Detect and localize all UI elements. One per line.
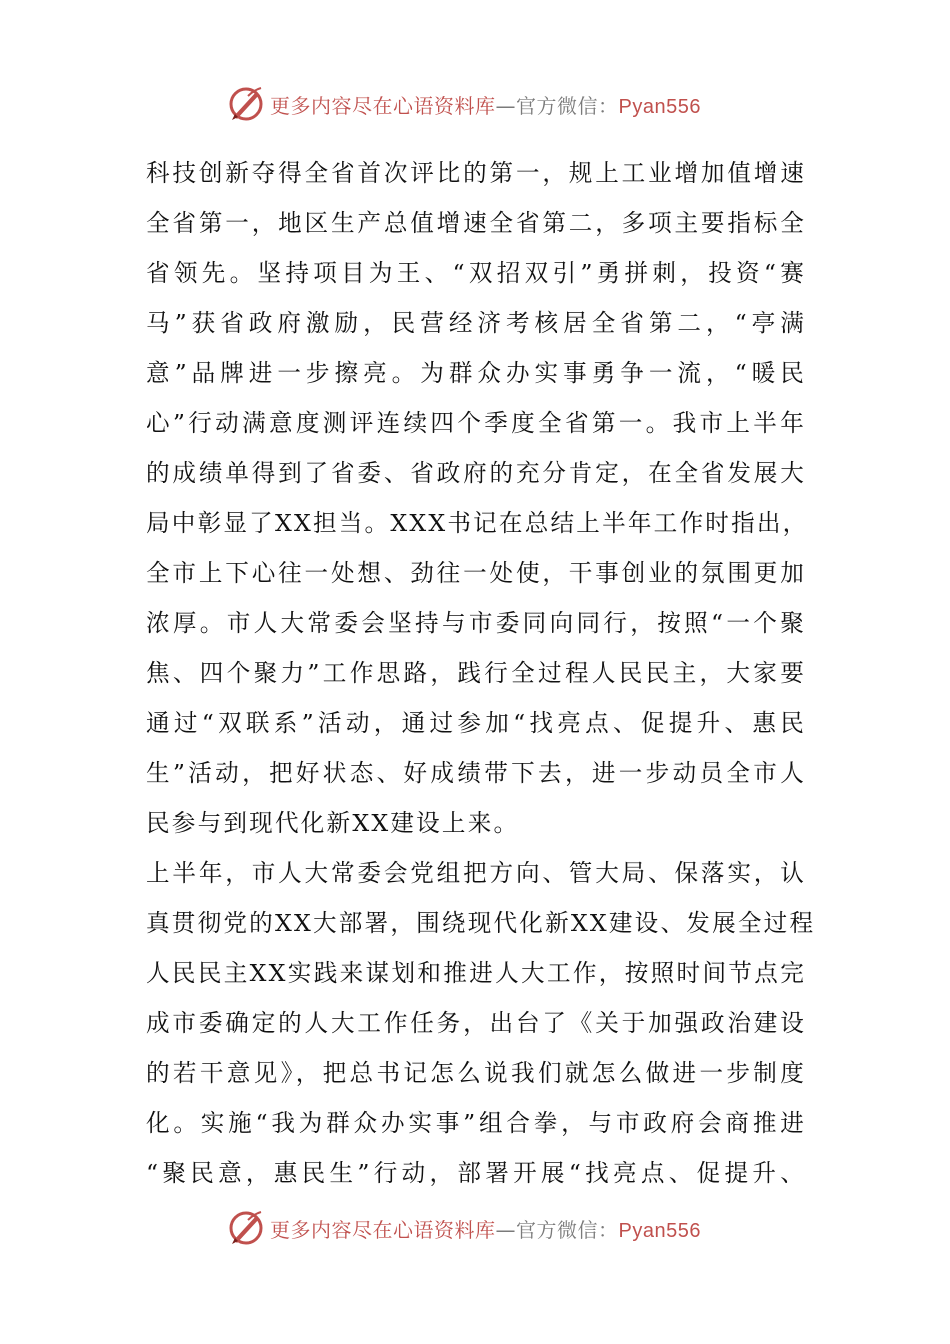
text-line: 马”获省政府激励，民营经济考核居全省第二，“亭满 xyxy=(146,309,806,337)
text-line: 省领先。坚持项目为王、“双招双引”勇拼刺，投资“赛 xyxy=(146,259,806,287)
banner-wechat-id: Pyan556 xyxy=(618,95,701,118)
footer-watermark-banner xyxy=(226,1206,746,1250)
text-line: 人民民主XX实践来谋划和推进人大工作，按照时间节点完 xyxy=(146,959,806,987)
banner-dash: — xyxy=(495,93,516,118)
text-line: 局中彰显了XX担当。XXX书记在总结上半年工作时指出， xyxy=(146,509,809,537)
text-line: 意”品牌进一步擦亮。为群众办实事勇争一流，“暖民 xyxy=(146,359,806,387)
text-line: 成市委确定的人大工作任务，出台了《关于加强政治建设 xyxy=(146,1009,806,1037)
text-line: 民参与到现代化新XX建设上来。 xyxy=(146,809,520,837)
banner-official-label: 官方微信： xyxy=(516,93,619,118)
text-line: 全省第一，地区生产总值增速全省第二，多项主要指标全 xyxy=(146,209,806,237)
text-line: 的若干意见》，把总书记怎么说我们就怎么做进一步制度 xyxy=(146,1059,806,1087)
banner-site-text: 更多内容尽在心语资料库 xyxy=(270,1217,496,1242)
text-line: 的成绩单得到了省委、省政府的充分肯定，在全省发展大 xyxy=(146,459,806,487)
paragraph-2 xyxy=(146,848,816,1198)
banner-wechat-id: Pyan556 xyxy=(618,1219,701,1242)
text-line: 心”行动满意度测评连续四个季度全省第一。我市上半年 xyxy=(146,409,806,437)
banner-official-label: 官方微信： xyxy=(516,1217,619,1242)
paragraph-1 xyxy=(146,148,809,848)
banner-site-text: 更多内容尽在心语资料库 xyxy=(270,93,496,118)
text-line: 科技创新夺得全省首次评比的第一，规上工业增加值增速 xyxy=(146,159,806,187)
text-line: 真贯彻党的XX大部署，围绕现代化新XX建设、发展全过程 xyxy=(146,909,816,937)
text-line: 全市上下心往一处想、劲往一处使，干事创业的氛围更加 xyxy=(146,559,806,587)
pen-logo-icon xyxy=(226,84,266,124)
text-line: 浓厚。市人大常委会坚持与市委同向同行，按照“一个聚 xyxy=(146,609,806,637)
text-line: 化。实施“我为群众办实事”组合拳，与市政府会商推进 xyxy=(146,1109,806,1137)
document-body xyxy=(146,148,816,1198)
text-line: 焦、四个聚力”工作思路，践行全过程人民民主，大家要 xyxy=(146,659,806,687)
pen-logo-icon xyxy=(226,1208,266,1248)
header-watermark-banner xyxy=(226,82,746,126)
text-line: 上半年，市人大常委会党组把方向、管大局、保落实，认 xyxy=(146,859,806,887)
text-line: 生”活动，把好状态、好成绩带下去，进一步动员全市人 xyxy=(146,759,806,787)
text-line: 通过“双联系”活动，通过参加“找亮点、促提升、惠民 xyxy=(146,709,806,737)
banner-dash: — xyxy=(495,1217,516,1242)
text-line: “聚民意，惠民生”行动，部署开展“找亮点、促提升、 xyxy=(146,1159,806,1187)
